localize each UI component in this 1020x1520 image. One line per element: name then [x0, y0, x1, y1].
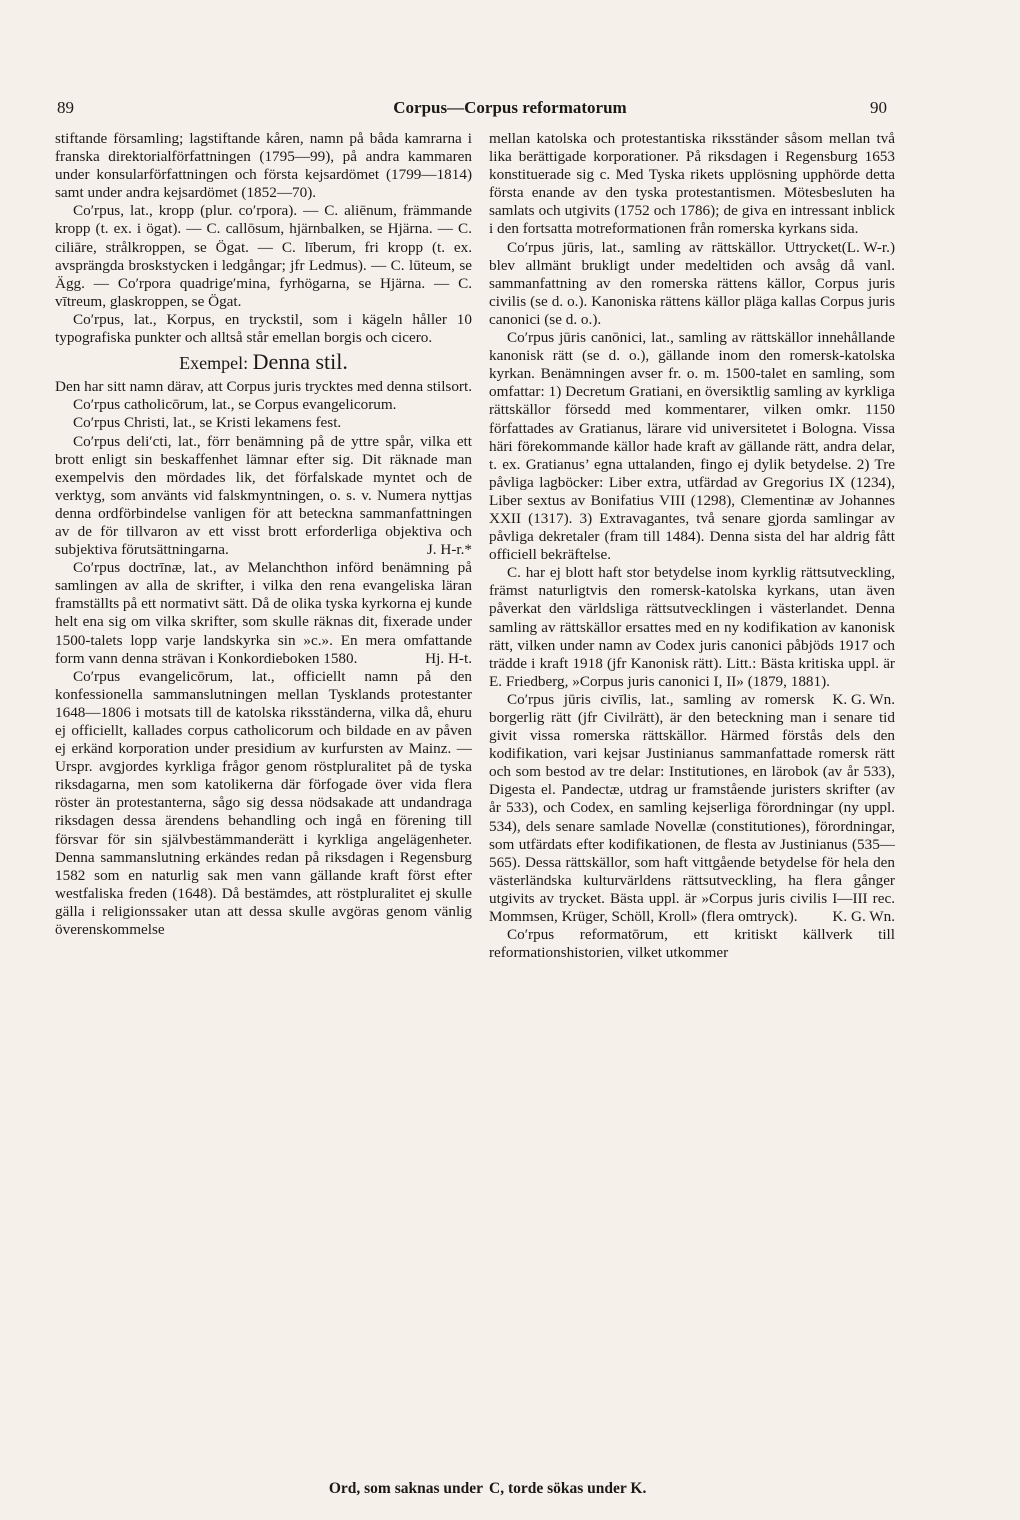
entry-corpus-reformatorum: Co′rpus reformatōrum, ett kritiskt källverk till reformationshistorien, vilket utkommer — [489, 926, 895, 962]
entry-corpus-body: Co′rpus, lat., kropp (plur. co′rpora). — C. aliēnum, främmande kropp (t. ex. i ögat). — C. callōsum, hjärnbalken, se Hjärna. — C. ciliāre, strålkroppen, se Ögat. — C. līberum, fri kropp (t. ex. avsprängda broskstycken i ledgångar; jfr Ledmus). — C. lūteum, se Ägg. — Co′rpora quadrige′mina, fyrhögarna, se Hjärna. — C. vītreum, glaskroppen, se Ögat. — [55, 202, 472, 310]
page-footer-note — [0, 1480, 1020, 1500]
right-page-number: 90 — [870, 98, 887, 117]
footer-note-right: C, torde sökas under K. — [489, 1480, 647, 1497]
author-signature: Hj. H-t. — [425, 649, 472, 667]
running-header-title: Corpus—Corpus reformatorum — [393, 98, 627, 117]
entry-corpus-typeface: Co′rpus, lat., Korpus, en tryckstil, som i kägeln håller 10 typografiska punkter och alltså står emellan borgis och cicero. — [55, 310, 472, 347]
entry-corpus-typeface-origin: Den har sitt namn därav, att Corpus juris trycktes med denna stilsort. — [55, 378, 472, 396]
entry-corpus-juris-civilis — [489, 691, 895, 926]
entry-corpus-juris-canonici-significance-text: C. har ej blott haft stor betydelse inom kyrklig rättsutveckling, främst naturligtvis den romersk-katolska kyrkans, utan även påverkat den världsliga rättsutvecklingen i västerlandet. Denna samling av rättskällor ersattes med en ny kodifikation av kanonisk rätt, vilken under namn av Codex juris canonici påbjöds 1917 och trädde i kraft 1918 (jfr Kanonisk rätt). Litt.: Bästa kritiska uppl. är E. Friedberg, »Corpus juris canonici I, II» (1879, 1881). — [489, 564, 895, 690]
typeface-example — [55, 349, 472, 375]
entry-corpus-catholicorum: Co′rpus catholicōrum, lat., se Corpus evangelicorum. — [73, 396, 397, 414]
entry-corpus-juris-canonici: Co′rpus jūris canōnici, lat., samling av rättskällor innehållande kanonisk rätt (se d. o.), gällande inom den romersk-katolska kyrkan. Benämningen avser fr. o. m. 1500-talet en samling, som omfattar: 1) Decretum Gratiani, en översiktlig samling av kyrkliga rättskällor försedd med kommentarer, vilken omkr. 1150 författades av Gratianus, lärare vid universitetet i Bologna. Vissa häri förekommande källor hade kraft av gällande rätt, andra delar, t. ex. Gratianus’ egna uttalanden, fingo ej dylik betydelse. 2) Tre påvliga lagböcker: Liber extra, utfärdad av Gregorius IX (1234), Liber sextus av Bonifatius VIII (1298), Clementinæ av Johannes XXII (1317). 3) Extravagantes, två senare gjorda samlingar av påvliga dekretaler (fram till 1484). Denna sista del har aldrig fått officiell bekräftelse. — [489, 329, 895, 564]
entry-corpus-evangelicorum-continued — [489, 130, 895, 256]
entry-corps-legislatif-continued: stiftande församling; lagstiftande kåren, namn på båda kamrarna i franska direktorialförfattningen (1795—99), på andra kammaren under konsularförfattningen och första kejsardömet (1799—1814) samt under andra kejsardömet (1852—70). — [55, 130, 472, 202]
entry-corpus-evangelicorum-continued-text: mellan katolska och protestantiska riksständer såsom mellan två lika berättigade korporationer. På riksdagen i Regensburg 1653 konstituerade sig c. Med Tyska rikets upplösning upphörde detta första enande av den tyska protestantismen. Mötesbesluten ha samlats och utgivits (1752 och 1786); de giva en intressant inblick i den fortsatta motreformationen från romerska kyrkans sida. — [489, 130, 895, 238]
entry-corpus-christi: Co′rpus Christi, lat., se Kristi lekamens fest. — [73, 414, 342, 432]
left-column — [55, 130, 472, 1480]
left-page-number: 89 — [57, 98, 74, 117]
entry-corpus-delicti — [55, 433, 472, 560]
author-signature: K. G. Wn. — [832, 908, 895, 926]
entry-corpus-evangelicorum: Co′rpus evangelicōrum, lat., officiellt namn på den konfessionella sammanslutningen mellan Tysklands protestanter 1648—1806 i motsats till de katolska riksständerna, vilka då, ehuru ej officiellt, kallades corpus catholicorum och bildade en av påven ej erkänd korporation under presidium av kurfursten av Mainz. — Urspr. avgjordes kyrkliga frågor genom röstpluralitet på de tyska riksdagarna, men som katolikerna där förfogade över vida flera röster än protestanterna, sågo sig dessa nödsakade att undandraga riksdagen dessa ärendens behandling och ingå en förening till försvar för sin självbestämmanderätt i kyrkliga angelägenheter. Denna sammanslutning erkändes redan på riksdagen i Regensburg 1582 som en naturlig sak men vann gällande kraft först efter westfaliska freden (1648). Då bestämdes, att röstpluralitet ej skulle gälla i religionssaker utan att dessa skulle avgöras genom vänlig överenskommelse — [55, 667, 472, 939]
entry-corpus-juris-civilis-text: Co′rpus jūris civīlis, lat., samling av romersk borgerlig rätt (jfr Civilrätt), är den beteckning man i senare tid givit vissa romerska rättskällor. Härmed förstås dels den kodifikation, vari kejsar Justinianus sammanfattade romersk rätt och som bestod av tre delar: Institutiones, en lärobok (av år 533), Digesta el. Pandectæ, utdrag ur framstående juristers skrifter (av år 533), och Codex, en samling kejserliga förordningar (ny uppl. 534), dels senare samlade Novellæ (constitutiones), förordningar, som utfärdats efter kodifikationen, de flesta av Justinianus (535—565). Dessa rättskällor, som haft vittgående betydelse för hela den västerländska kulturvärldens rättsutveckling, ha flera gånger utgivits av trycket. Bästa uppl. är »Corpus juris civilis I—III rec. Mommsen, Krüger, Schöll, Kroll» (flera omtryck). — [489, 690, 895, 926]
right-column — [489, 130, 895, 1480]
author-signature: J. H-r.* — [426, 541, 472, 559]
entry-corpus-delicti-text: Co′rpus deli′cti, lat., förr benämning på de yttre spår, vilka ett brott enligt sin beskaffenhet lämnar efter sig. Dit räknade man exempelvis den mördades lik, det förfalskade myntet och de verktyg, som använts vid falskmyntningen, o. s. v. Numera nyttjas denna ordförbindelse vanligen för att beteckna sammanfattningen av de för tillvaron av ett visst brott erforderliga objektiva och subjektiva förutsättningarna. — [55, 432, 472, 559]
example-label: Exempel: — [179, 353, 249, 374]
footer-note-left: Ord, som saknas under — [328, 1480, 483, 1497]
entry-corpus-juris: Co′rpus jūris, lat., samling av rättskällor. Uttrycket blev allmänt brukligt under medeltiden och avsåg då vanl. sammanfattning av den romerska rättens källor, Corpus juris civilis (se d. o.). Kanoniska rättens källor pläga kallas Corpus juris canonici (se d. o.). — [489, 238, 895, 328]
entry-corpus-doctrinae-text: Co′rpus doctrīnæ, lat., av Melanchthon införd benämning på samlingen av alla de skrifter, i vilka den rena evangeliska läran framställts på ett normativt sätt. Då de olika tyska kyrkorna ej kunde helt ena sig om vilka skrifter, som skulle räknas dit, fixerade under 1500-talets lopp varje landskyrka sin »c.». En mera omfattande form vann denna strävan i Konkordieboken 1580. — [55, 559, 472, 667]
entry-corpus-doctrinae — [55, 559, 472, 668]
author-signature: K. G. Wn. — [832, 690, 895, 708]
author-signature: (L. W-r.) — [841, 238, 895, 256]
example-text: Denna stil. — [252, 349, 348, 375]
entry-corpus-juris-canonici-significance — [489, 564, 895, 708]
